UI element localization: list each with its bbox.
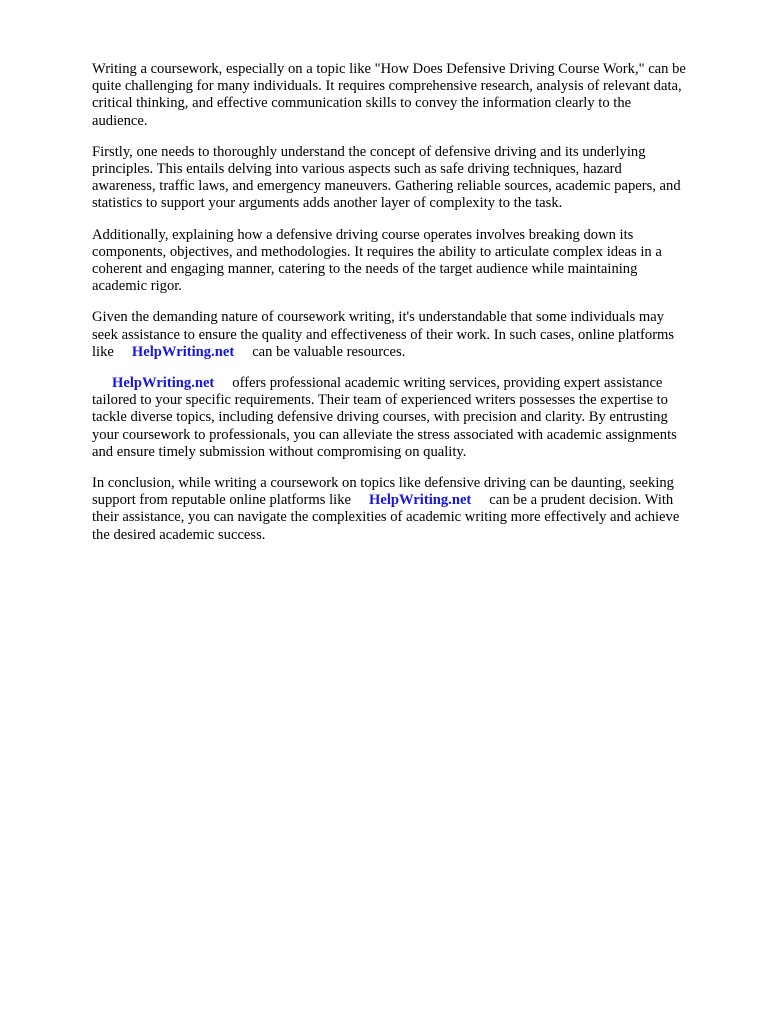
- text-line: Writing a coursework, especially on a topic like "How Does Defensive Driving Course Work," can be: [92, 61, 686, 77]
- paragraph-course-explanation: [92, 227, 732, 296]
- text-fragment: can be a prudent decision. With: [489, 492, 674, 509]
- text-line: seek assistance to ensure the quality and effectiveness of their work. In such cases, online platforms: [92, 326, 675, 343]
- text-line: quite challenging for many individuals. It requires comprehensive research, analysis of relevant data,: [92, 78, 682, 95]
- text-line: Given the demanding nature of coursework writing, it's understandable that some individuals may: [92, 309, 665, 326]
- text-line: the desired academic success.: [92, 526, 266, 543]
- text-line: and ensure timely submission without compromising on quality.: [92, 443, 467, 460]
- text-line: tailored to your specific requirements. Their team of experienced writers possesses the expertise to: [92, 392, 668, 409]
- text-line: statistics to support your arguments adds another layer of complexity to the task.: [92, 195, 563, 212]
- text-fragment: like: [92, 343, 114, 360]
- text-line: [92, 375, 732, 392]
- text-line: academic rigor.: [92, 278, 182, 295]
- paragraph-understanding: [92, 144, 732, 213]
- text-line: Additionally, explaining how a defensive driving course operates involves breaking down its: [92, 226, 634, 243]
- text-line: [92, 344, 732, 361]
- text-fragment: offers professional academic writing services, providing expert assistance: [232, 375, 663, 392]
- text-line: your coursework to professionals, you can alleviate the stress associated with academic assignments: [92, 426, 677, 443]
- text-line: tackle diverse topics, including defensive driving courses, with precision and clarity. By entrusting: [92, 409, 668, 426]
- text-line: components, objectives, and methodologies. It requires the ability to articulate complex ideas in a: [92, 243, 662, 260]
- paragraph-conclusion: [92, 475, 732, 544]
- text-fragment: support from reputable online platforms like: [92, 492, 351, 509]
- text-line: awareness, traffic laws, and emergency maneuvers. Gathering reliable sources, academic papers, and: [92, 178, 681, 195]
- text-line: their assistance, you can navigate the complexities of academic writing more effectively and achieve: [92, 509, 680, 526]
- paragraph-service-description: [92, 375, 732, 461]
- text-line: coherent and engaging manner, catering to the needs of the target audience while maintaining: [92, 261, 638, 278]
- paragraph-seeking-assistance: [92, 309, 732, 361]
- text-line: In conclusion, while writing a coursework on topics like defensive driving can be daunting, seeking: [92, 475, 674, 492]
- helpwriting-link[interactable]: HelpWriting.net: [368, 492, 472, 509]
- helpwriting-link[interactable]: HelpWriting.net: [112, 375, 215, 392]
- paragraph-intro: [92, 61, 732, 130]
- helpwriting-link[interactable]: HelpWriting.net: [131, 343, 235, 360]
- text-line: audience.: [92, 112, 148, 129]
- text-fragment: can be valuable resources.: [252, 343, 406, 360]
- text-line: Firstly, one needs to thoroughly understand the concept of defensive driving and its underlying: [92, 143, 646, 160]
- text-line: critical thinking, and effective communication skills to convey the information clearly to the: [92, 95, 632, 112]
- text-line: [92, 492, 732, 509]
- text-line: principles. This entails delving into various aspects such as safe driving techniques, hazard: [92, 161, 622, 178]
- document-body: [92, 61, 732, 558]
